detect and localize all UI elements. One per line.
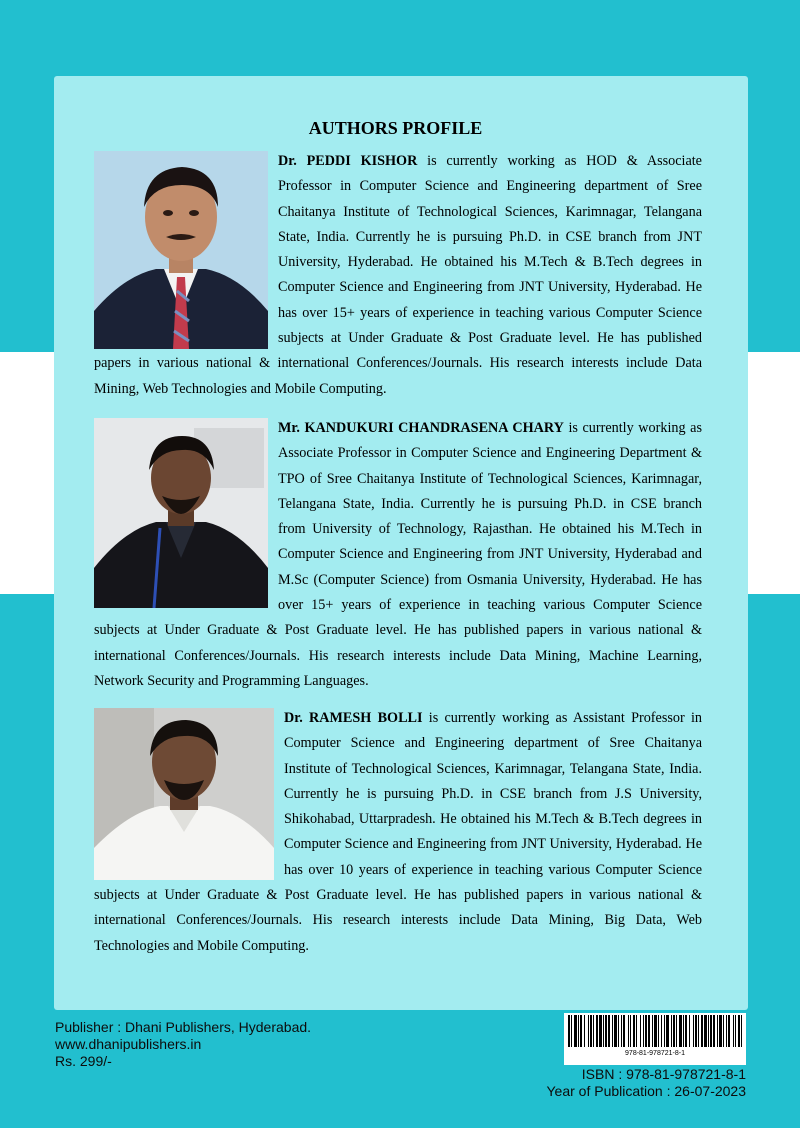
authors-panel xyxy=(54,76,748,1010)
author-bio-1: is currently working as HOD & Associate Professor in Computer Science and Engineering department of Sree Chaitanya Institute of Technological Sciences, Karimnagar, Telangana State, India. Currently he is pursuing Ph.D. in CSE branch from JNT University, Hyderabad. He obtained his M.Tech & B.Tech degrees in Computer Science and Engineering from JNT University, Hyderabad. He has over 15+ years of experience in teaching various Computer Science subjects at Under Graduate & Post Graduate level. He has published papers in various national & international Conferences/Journals. His research interests include Data Mining, Web Technologies and Mobile Computing. xyxy=(94,153,702,397)
author-photo-1 xyxy=(94,151,268,349)
barcode-number: 978-81-978721-8-1 xyxy=(625,1050,685,1057)
publication-year: Year of Publication : 26-07-2023 xyxy=(546,1083,746,1099)
publisher-website[interactable]: www.dhanipublishers.in xyxy=(55,1036,202,1052)
author-bio-3: is currently working as Assistant Professor in Computer Science and Engineering department of Sree Chaitanya Institute of Technological Sciences, Karimnagar, Telangana State, India. Currently he is pursuing Ph.D. in CSE branch from J.S University, Shikohabad, Uttarpradesh. He obtained his M.Tech & B.Tech degrees in Computer Science and Engineering from JNT University, Hyderabad. He has over 10 years of experience in teaching various Computer Science subjects at Under Graduate & Post Graduate level. He has published papers in various national & international Conferences/Journals. His research interests include Data Mining, Big Data, Web Technologies and Mobile Computing. xyxy=(94,710,702,954)
author-profile-3 xyxy=(94,706,702,959)
isbn: ISBN : 978-81-978721-8-1 xyxy=(581,1066,746,1082)
author-profile-2 xyxy=(94,416,702,694)
barcode-bars xyxy=(564,1013,746,1049)
isbn-barcode xyxy=(564,1013,746,1065)
author-name-1: Dr. PEDDI KISHOR xyxy=(278,153,418,169)
price: Rs. 299/- xyxy=(55,1053,112,1069)
isbn-info xyxy=(546,1066,746,1100)
author-photo-2 xyxy=(94,418,268,608)
page-title: AUTHORS PROFILE xyxy=(308,118,483,138)
publisher-info xyxy=(55,1019,311,1070)
author-photo-3 xyxy=(94,708,274,880)
author-bio-2: is currently working as Associate Professor in Computer Science and Engineering Department & TPO of Sree Chaitanya Institute of Technological Sciences, Karimnagar, Telangana State, India. Currently he is pursuing Ph.D. in CSE branch from University of Technology, Rajasthan. He obtained his M.Tech in Computer Science and Engineering from JNT University, Hyderabad and M.Sc (Computer Science) from Osmania University, Hyderabad. He has over 15+ years of experience in teaching various Computer Science subjects at Under Graduate & Post Graduate level. He has published papers in various national & international Conferences/Journals. His research interests include Data Mining, Machine Learning, Network Security and Programming Languages. xyxy=(94,420,702,689)
publisher-name: Publisher : Dhani Publishers, Hyderabad. xyxy=(55,1019,312,1035)
author-profile-1 xyxy=(94,149,702,402)
author-name-2: Mr. KANDUKURI CHANDRASENA CHARY xyxy=(278,420,564,436)
author-name-3: Dr. RAMESH BOLLI xyxy=(284,710,423,726)
